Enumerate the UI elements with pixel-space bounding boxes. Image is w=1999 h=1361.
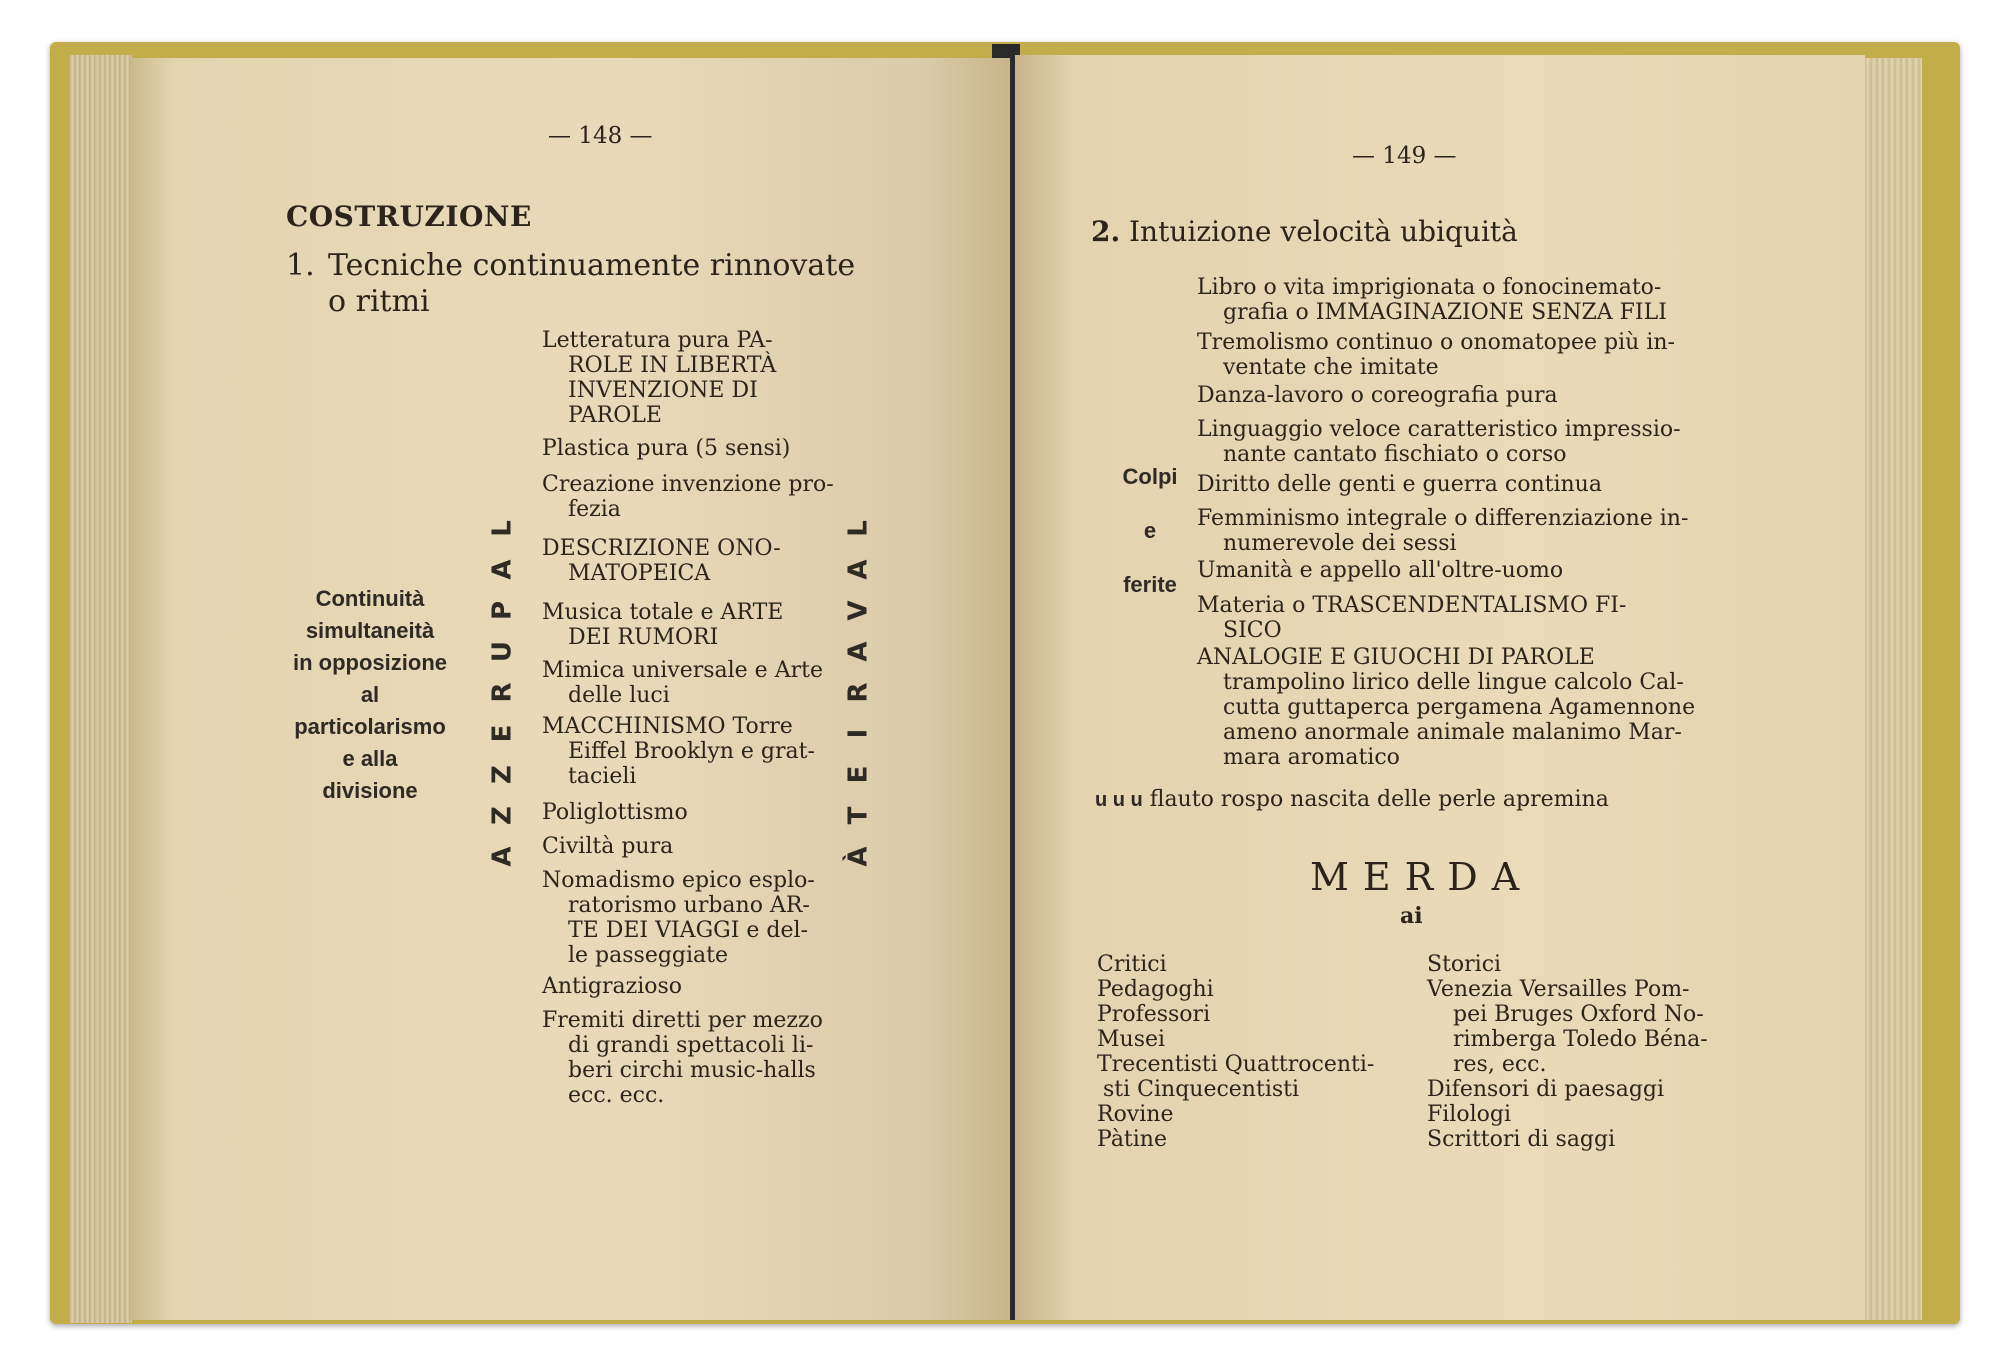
side-label-line: al bbox=[360, 682, 380, 707]
entry-line: Trecentisti Quattrocenti- bbox=[1097, 1052, 1375, 1077]
entry-line: grafia o IMMAGINAZIONE SENZA FILI bbox=[1223, 300, 1667, 325]
entry-line: Difensori di paesaggi bbox=[1427, 1077, 1665, 1102]
entry-line: ratorismo urbano AR- bbox=[568, 893, 810, 918]
side-label-line: divisione bbox=[322, 778, 418, 803]
entry-line: ecc. ecc. bbox=[568, 1083, 665, 1108]
vertical-letter: À bbox=[843, 846, 874, 867]
entry-line: Filologi bbox=[1427, 1102, 1511, 1127]
entry-line: pei Bruges Oxford No- bbox=[1453, 1002, 1704, 1027]
heading-costruzione: COSTRUZIONE bbox=[286, 200, 532, 233]
side-label-line: e bbox=[1143, 518, 1157, 543]
entry-line: trampolino lirico delle lingue calcolo Cal- bbox=[1223, 670, 1684, 695]
entry-line: PAROLE bbox=[568, 403, 662, 428]
vertical-letter: A bbox=[843, 559, 874, 580]
entry-line: Tremolismo continuo o onomatopee più in- bbox=[1197, 330, 1675, 355]
section-1-title-cont: o ritmi bbox=[328, 284, 430, 319]
entry-line: Poliglottismo bbox=[542, 800, 688, 825]
entry-line: rimberga Toledo Béna- bbox=[1453, 1027, 1708, 1052]
side-label-line: in opposizione bbox=[293, 650, 447, 675]
page-number-148: — 148 — bbox=[548, 123, 653, 149]
entry-line: Storici bbox=[1427, 952, 1502, 977]
entry-line: ameno anormale animale malanimo Mar- bbox=[1223, 720, 1682, 745]
entry-line: fezia bbox=[568, 497, 621, 522]
entry-line: Danza-lavoro o coreografia pura bbox=[1197, 383, 1558, 408]
vertical-letter: V bbox=[843, 600, 874, 621]
vertical-letter: I bbox=[843, 728, 874, 739]
entry-line: mara aromatico bbox=[1223, 745, 1400, 770]
entry-line: ANALOGIE E GIUOCHI DI PAROLE bbox=[1197, 645, 1595, 670]
entry-line: Fremiti diretti per mezzo bbox=[542, 1008, 823, 1033]
vertical-letter: R bbox=[487, 682, 518, 703]
section-1-title: Tecniche continuamente rinnovate bbox=[328, 248, 856, 283]
vertical-label-la-varieta bbox=[844, 508, 874, 877]
entry-line: cutta guttaperca pergamena Agamennone bbox=[1223, 695, 1696, 720]
vertical-letter: L bbox=[487, 520, 518, 537]
entry-line: DEI RUMORI bbox=[568, 625, 719, 650]
merda-subtitle: ai bbox=[1400, 903, 1423, 929]
entry-line: Femminismo integrale o differenziazione in- bbox=[1197, 506, 1689, 531]
vertical-label-la-purezza bbox=[488, 508, 518, 877]
side-label-line: simultaneità bbox=[305, 618, 435, 643]
vertical-letter: A bbox=[843, 641, 874, 662]
side-label-line: particolarismo bbox=[294, 714, 446, 739]
vertical-letter: Z bbox=[487, 806, 518, 825]
entry-line: sti Cinquecentisti bbox=[1103, 1077, 1300, 1102]
entry-line: Critici bbox=[1097, 952, 1167, 977]
entry-line: beri circhi music-halls bbox=[568, 1058, 816, 1083]
entry-line: delle luci bbox=[568, 683, 670, 708]
entry-line: Nomadismo epico esplo- bbox=[542, 868, 815, 893]
vertical-letter: A bbox=[487, 559, 518, 580]
entry-line: Mimica universale e Arte bbox=[542, 658, 823, 683]
merda-title: MERDA bbox=[1310, 855, 1534, 899]
entry-line: SICO bbox=[1223, 618, 1282, 643]
right-page-edges bbox=[1862, 58, 1922, 1320]
entry-line: Diritto delle genti e guerra continua bbox=[1197, 472, 1602, 497]
entry-line: le passeggiate bbox=[568, 943, 729, 968]
section-2-title: Intuizione velocità ubiquità bbox=[1129, 215, 1518, 248]
entry-line: Professori bbox=[1097, 1002, 1211, 1027]
uuu-line bbox=[1095, 787, 1609, 813]
entry-line: Plastica pura (5 sensi) bbox=[542, 436, 791, 461]
entry-line: di grandi spettacoli li- bbox=[568, 1033, 814, 1058]
vertical-letter: L bbox=[843, 520, 874, 537]
vertical-letter: E bbox=[487, 724, 518, 743]
vertical-letter: P bbox=[487, 600, 518, 621]
left-page bbox=[130, 58, 1010, 1320]
left-page-edges bbox=[70, 55, 132, 1323]
entry-line: DESCRIZIONE ONO- bbox=[542, 536, 781, 561]
entry-line: Umanità e appello all'oltre-uomo bbox=[1197, 558, 1564, 583]
entry-line: res, ecc. bbox=[1453, 1052, 1547, 1077]
section-2-number: 2. bbox=[1091, 215, 1121, 248]
vertical-letter: E bbox=[843, 765, 874, 784]
side-label-continuita bbox=[290, 583, 450, 807]
entry-line: Pedagoghi bbox=[1097, 977, 1214, 1002]
entry-line: Materia o TRASCENDENTALISMO FI- bbox=[1197, 593, 1627, 618]
entry-line: Creazione invenzione pro- bbox=[542, 472, 834, 497]
entry-line: tacieli bbox=[568, 764, 637, 789]
entry-line: nante cantato fischiato o corso bbox=[1223, 442, 1567, 467]
page-number-149: — 149 — bbox=[1352, 143, 1457, 169]
entry-line: TE DEI VIAGGI e del- bbox=[568, 918, 808, 943]
vertical-letter: T bbox=[843, 806, 874, 825]
side-label-line: e alla bbox=[342, 746, 398, 771]
entry-line: MACCHINISMO Torre bbox=[542, 714, 793, 739]
side-label-line: ferite bbox=[1123, 572, 1177, 597]
entry-line: MATOPEICA bbox=[568, 561, 711, 586]
entry-line: ROLE IN LIBERTÀ bbox=[568, 353, 777, 378]
entry-line: Eiffel Brooklyn e grat- bbox=[568, 739, 815, 764]
entry-line: Musei bbox=[1097, 1027, 1166, 1052]
side-label-colpi-e-ferite bbox=[1110, 450, 1190, 612]
entry-line: Scrittori di saggi bbox=[1427, 1127, 1616, 1152]
uuu-text: flauto rospo nascita delle perle apremina bbox=[1149, 787, 1609, 812]
entry-line: Libro o vita imprigionata o fonocinemato- bbox=[1197, 275, 1662, 300]
entry-line: INVENZIONE DI bbox=[568, 378, 758, 403]
entry-line: Civiltà pura bbox=[542, 834, 674, 859]
uuu-prefix: u u u bbox=[1095, 789, 1143, 811]
vertical-letter: R bbox=[843, 682, 874, 703]
side-label-line: Colpi bbox=[1122, 464, 1178, 489]
entry-line: Musica totale e ARTE bbox=[542, 600, 784, 625]
entry-line: Linguaggio veloce caratteristico impressio- bbox=[1197, 417, 1681, 442]
section-1-number: 1. bbox=[286, 248, 315, 283]
entry-line: ventate che imitate bbox=[1223, 355, 1439, 380]
side-label-line: Continuità bbox=[315, 586, 425, 611]
entry-line: numerevole dei sessi bbox=[1223, 531, 1457, 556]
entry-line: Pàtine bbox=[1097, 1127, 1167, 1152]
entry-line: Venezia Versailles Pom- bbox=[1427, 977, 1690, 1002]
vertical-letter: Z bbox=[487, 765, 518, 784]
entry-line: Antigrazioso bbox=[542, 974, 683, 999]
right-page bbox=[1015, 55, 1865, 1320]
entry-line: Rovine bbox=[1097, 1102, 1174, 1127]
vertical-letter: A bbox=[487, 846, 518, 867]
entry-line: Letteratura pura PA- bbox=[542, 328, 773, 353]
vertical-letter: U bbox=[487, 640, 518, 663]
